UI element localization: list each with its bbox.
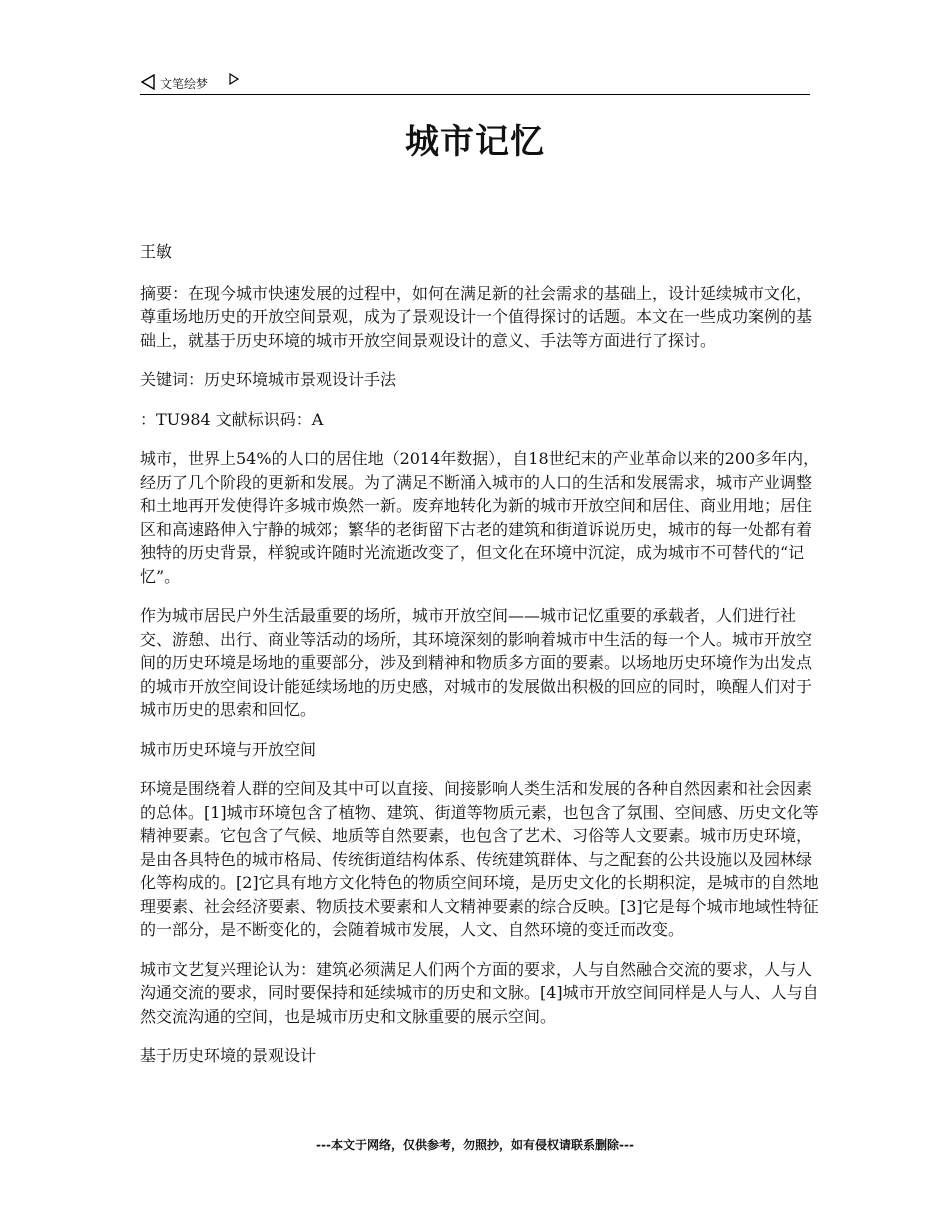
- triangle-left-icon: [140, 74, 156, 90]
- paragraph: 环境是围绕着人群的空间及其中可以直接、间接影响人类生活和发展的各种自然因素和社会因素的总体。[1]城市环境包含了植物、建筑、街道等物质元素，也包含了氛围、空间感、历史文化等精神要素。它包含了气候、地质等自然要素，也包含了艺术、习俗等人文要素。城市历史环境，是由各具特色的城市格局、传统街道结构体系、传统建筑群体、与之配套的公共设施以及园林绿化等构成的。[2]它具有地方文化特色的物质空间环境，是历史文化的长期积淀，是城市的自然地理要素、社会经济要素、物质技术要素和人文精神要素的综合反映。[3]它是每个城市地域性特征的一部分，是不断变化的，会随着城市发展，人文、自然环境的变迁而改变。: [140, 779, 819, 939]
- section-heading: 城市历史环境与开放空间: [140, 739, 317, 759]
- footer-disclaimer: ---本文于网络，仅供参考，勿照抄，如有侵权请联系删除---: [316, 1138, 634, 1152]
- paragraph: 作为城市居民户外生活最重要的场所，城市开放空间——城市记忆重要的承载者，人们进行社交、游憩、出行、商业等活动的场所，其环境深刻的影响着城市中生活的每一个人。城市开放空间的历史环境是场地的重要部分，涉及到精神和物质多方面的要素。以场地历史环境作为出发点的城市开放空间设计能延续场地的历史感，对城市的发展做出积极的回应的同时，唤醒人们对于城市历史的思索和回忆。: [140, 606, 813, 719]
- author: 王敏: [140, 242, 173, 261]
- document-body: [140, 240, 826, 1084]
- section-heading: 基于历史环境的景观设计: [140, 1046, 317, 1065]
- page-header: [140, 72, 810, 95]
- brand-label: 文笔绘梦: [160, 77, 209, 91]
- keywords: 关键词：历史环境城市景观设计手法: [140, 370, 397, 389]
- paragraph: 城市文艺复兴理论认为：建筑必须满足人们两个方面的要求，人与自然融合交流的要求，人与人沟通交流的要求，同时要保持和延续城市的历史和文脉。[4]城市开放空间同样是人与人、人与自然交流沟通的空间，也是城市历史和文脉重要的展示空间。: [140, 959, 819, 1026]
- abstract: 摘要：在现今城市快速发展的过程中，如何在满足新的社会需求的基础上，设计延续城市文化，尊重场地历史的开放空间景观，成为了景观设计一个值得探讨的话题。本文在一些成功案例的基础上，就基于历史环境的城市开放空间景观设计的意义、手法等方面进行了探讨。: [140, 283, 813, 350]
- classification: ：TU984 文献标识码：A: [140, 409, 324, 429]
- triangle-right-icon: [228, 73, 240, 85]
- paragraph: 城市，世界上54%的人口的居住地（2014年数据），自18世纪末的产业革命以来的200多年内，经历了几个阶段的更新和发展。为了满足不断涌入城市的人口的生活和发展需求，城市产业调整和土地再开发使得许多城市焕然一新。废弃地转化为新的城市开放空间和居住、商业用地；居住区和高速路伸入宁静的城郊；繁华的老街留下古老的建筑和街道诉说历史，城市的每一处都有着独特的历史背景，样貌或许随时光流逝改变了，但文化在环境中沉淀，成为城市不可替代的“记忆”。: [140, 449, 820, 586]
- document-title: 城市记忆: [405, 122, 545, 162]
